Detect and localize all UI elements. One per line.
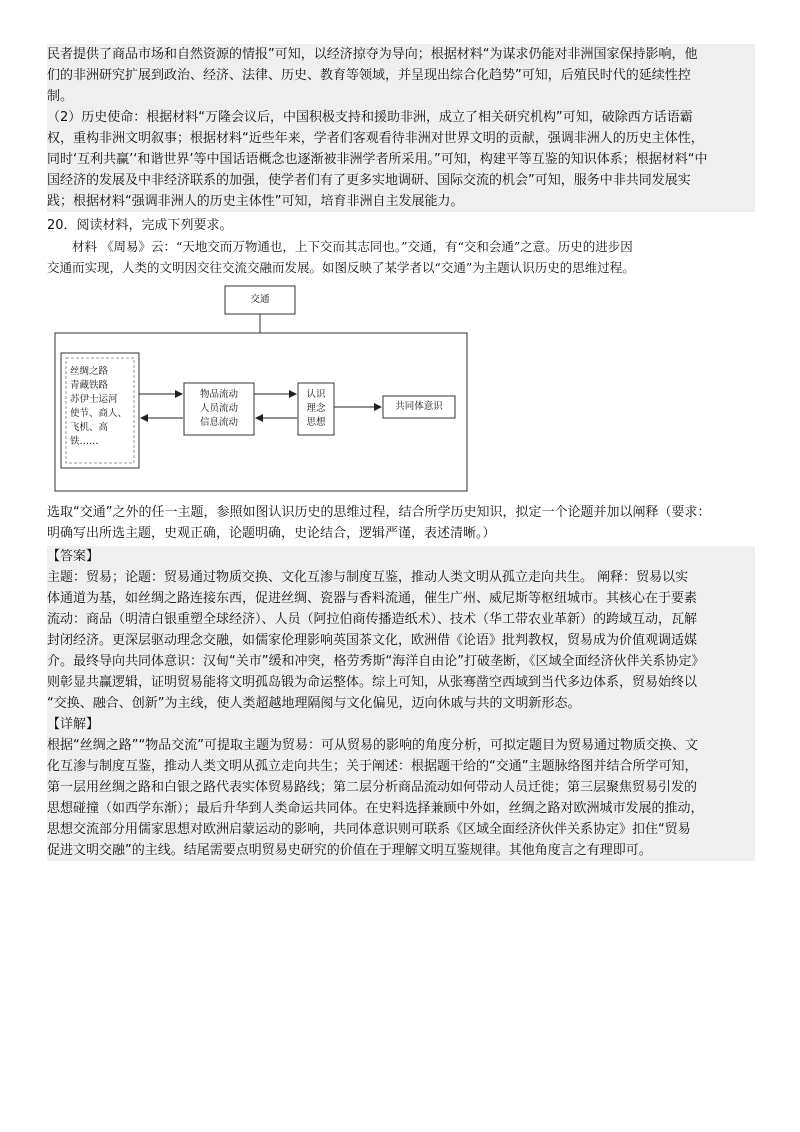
idea-line: 理念 xyxy=(306,403,326,414)
middle-line: 信息流动 xyxy=(199,417,238,428)
answer-section xyxy=(47,546,755,714)
diagram-top-label: 交通 xyxy=(250,294,270,305)
middle-line: 人员流动 xyxy=(199,403,238,414)
left-line: 苏伊士运河 xyxy=(70,394,118,405)
answer-heading: 【答案】 xyxy=(47,549,100,564)
text-line: 国经济的发展及中非经济联系的加强，使学者们有了更多实地调研、国际交流的机会”可知，服务中非共同发展实 xyxy=(47,173,691,188)
text-line: 体通道为基，如丝绸之路连接东西，促进丝绸、瓷器与香料流通，催生广州、威尼斯等枢纽城市。其核心在于要素 xyxy=(47,591,698,606)
intro-paragraph xyxy=(47,44,755,107)
left-line: 飞机、高 xyxy=(70,422,109,433)
diagram-left-label xyxy=(66,365,134,449)
diagram-right-label: 共同体意识 xyxy=(395,401,443,412)
text-line: 根据“丝绸之路”“物品交流”可提取主题为贸易：可从贸易的影响的角度分析，可拟定题目为贸易通过物质交换、文 xyxy=(47,738,698,753)
question-title: 20．阅读材料，完成下列要求。 xyxy=(47,218,233,233)
text-line: 促进文明交融”的主线。结尾需要点明贸易史研究的价值在于理解文明互鉴规律。其他角度言之有理即可。 xyxy=(47,843,652,858)
diagram-lines xyxy=(47,281,755,496)
explain-heading: 【详解】 xyxy=(47,717,100,732)
text-line: 同时‘互利共赢’‘和谐世界’等中国话语概念也逐渐被非洲学者所采用。”可知，构建平等互鉴的知识体系；根据材料“中 xyxy=(47,152,708,167)
text-line: 权，重构非洲文明叙事；根据材料“近些年来，学者们客观看待非洲对世界文明的贡献，强调非洲人的历史主体性， xyxy=(47,131,704,146)
explain-section xyxy=(47,714,755,861)
left-line: 铁…… xyxy=(70,436,99,447)
middle-line: 物品流动 xyxy=(199,389,238,400)
text-line: “交换、融合、创新”为主线，使人类超越地理隔阂与文化偏见，迈向休戚与共的文明新形态。 xyxy=(47,696,581,711)
text-line: 选取“交通”之外的任一主题，参照如图认识历史的思维过程，结合所学历史知识，拟定一个论题并加以阐释（要求： xyxy=(47,505,711,520)
left-line: 丝绸之路 xyxy=(70,366,109,377)
text-line: 封闭经济。更深层驱动理念交融，如儒家伦理影响英国茶文化，欧洲借《论语》批判教权，贸易成为价值观调适媒 xyxy=(47,633,698,648)
text-line: 思想碰撞（如西学东渐）；最后升华到人类命运共同体。在史料选择兼顾中外如，丝绸之路对欧洲城市发展的推动， xyxy=(47,801,704,816)
diagram-middle-label xyxy=(184,388,254,430)
document-body xyxy=(47,44,755,861)
text-line: 明确写出所选主题，史观正确，论题明确，史论结合，逻辑严谨，表述清晰。） xyxy=(47,526,496,541)
text-line: 介。最终导向共同体意识：汉甸“关市”缓和冲突，格劳秀斯“海洋自由论”打破垄断，《区域全面经济伙伴关系协定》 xyxy=(47,654,705,669)
left-line: 使节、商人、 xyxy=(70,408,128,419)
text-line: 们的非洲研究扩展到政治、经济、法律、历史、教育等领域，并呈现出综合化趋势”可知，后殖民时代的延续性控 xyxy=(47,68,691,83)
text-line: 流动：商品（明清白银重塑全球经济）、人员（阿拉伯商传播造纸术）、技术（华工带农业革新）的跨域互动，瓦解 xyxy=(47,612,698,627)
text-line: 制。 xyxy=(47,89,74,104)
text-line: 则彰显共赢逻辑，证明贸易能将文明孤岛锻为命运整体。综上可知，从张骞凿空西域到当代多边体系，贸易始终以 xyxy=(47,675,698,690)
text-line: 第一层用丝绸之路和白银之路代表实体贸易路线；第二层分析商品流动如何带动人员迁徙；第三层聚焦贸易引发的 xyxy=(47,780,698,795)
text-line: 践；根据材料“强调非洲人的历史主体性”可知，培育非洲自主发展能力。 xyxy=(47,194,464,209)
material-line: 材料 《周易》云：“天地交而万物通也，上下交而其志同也。”交通，有“交和会通”之意。历史的进步因 xyxy=(72,239,633,254)
material-line: 交通而实现，人类的文明因交往交流交融而发展。如图反映了某学者以“交通”为主题认识历史的思维过程。 xyxy=(47,260,635,275)
diagram-idea-label xyxy=(298,388,334,430)
idea-line: 思想 xyxy=(306,417,326,428)
concept-diagram xyxy=(47,281,755,496)
text-line: 民者提供了商品市场和自然资源的情报”可知，以经济掠夺为导向；根据材料“为谋求仍能对非洲国家保持影响，他 xyxy=(47,47,698,62)
text-line: 主题：贸易；论题：贸易通过物质交换、文化互渗与制度互鉴，推动人类文明从孤立走向共生。 阐释：贸易以实 xyxy=(47,570,689,585)
text-line: （2）历史使命：根据材料“万隆会议后，中国积极支持和援助非洲，成立了相关研究机构”可知，破除西方话语霸 xyxy=(47,110,693,125)
task-paragraph xyxy=(47,502,755,544)
left-line: 青藏铁路 xyxy=(70,380,109,391)
mission-paragraph xyxy=(47,107,755,212)
text-line: 思想交流部分用儒家思想对欧洲启蒙运动的影响，共同体意识则可联系《区域全面经济伙伴关系协定》扣住“贸易 xyxy=(47,822,691,837)
idea-line: 认识 xyxy=(306,389,326,400)
text-line: 化互渗与制度互鉴，推动人类文明从孤立走向共生；关于阐述：根据题干给的“交通”主题脉络图并结合所学可知， xyxy=(47,759,698,774)
